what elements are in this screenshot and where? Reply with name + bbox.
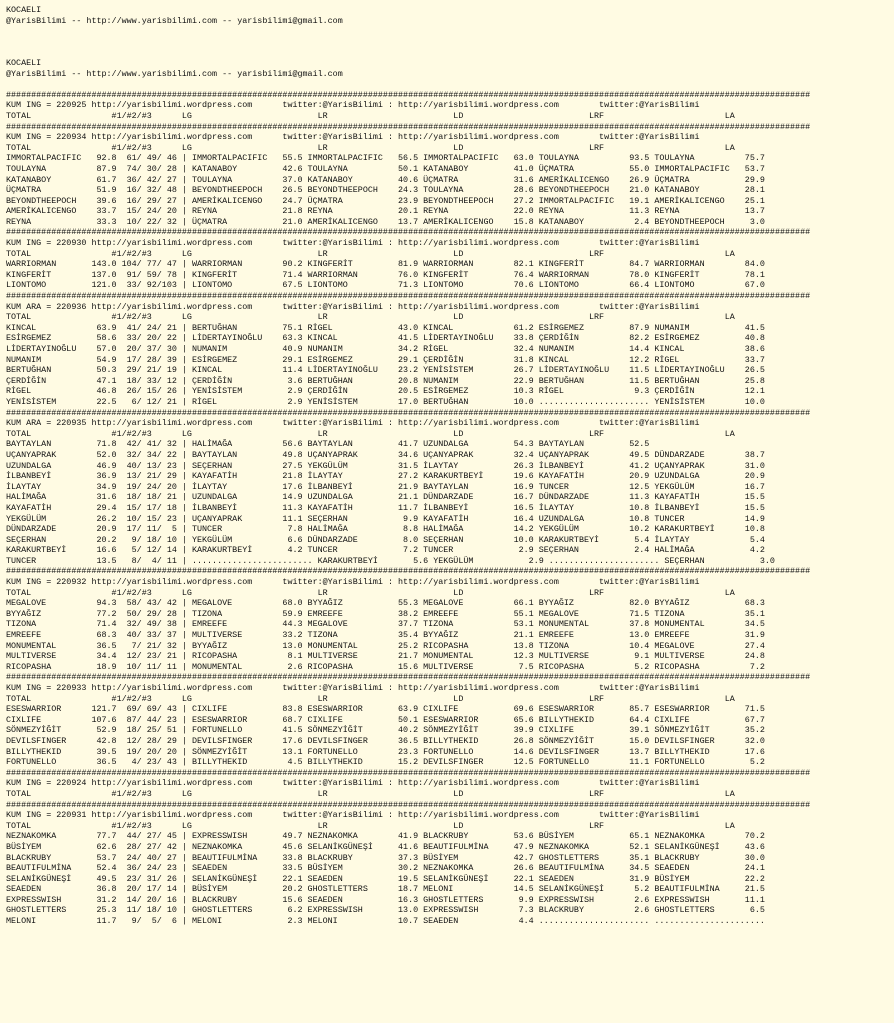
table-row: FORTUNELLO 36.5 4/ 23/ 43 | BILLYTHEKID 4.5 BILLYTHEKID 15.2 DEVILSFINGER 12.5 FORTUNELLO 11.1 FORTUNELLO 5.2 — [6, 757, 765, 768]
table-row: SEAEDEN 36.8 20/ 17/ 14 | BÜSİYEM 20.2 GHOSTLETTERS 18.7 MELONI 14.5 SELANİKGÜNEŞİ 5.2 BEAUTIFULMİNA 21.5 — [6, 884, 765, 895]
table-row: SELANİKGÜNEŞİ 49.5 23/ 31/ 26 | SELANİKGÜNEŞİ 22.1 SEAEDEN 19.5 SELANİKGÜNEŞİ 22.1 SEAEDEN 31.9 BÜSİYEM 22.2 — [6, 873, 765, 884]
column-header-line: TOTAL #1/#2/#3 LG LR LD LRF LA — [6, 110, 735, 121]
table-row: BÜSİYEM 62.6 28/ 27/ 42 | NEZNAKOMKA 45.6 SELANİKGÜNEŞİ 41.6 BEAUTIFULMİNA 47.9 NEZNAKOMKA 52.1 SELANİKGÜNEŞİ 43.6 — [6, 841, 765, 852]
column-header-line: TOTAL #1/#2/#3 LG LR LD LRF LA — [6, 587, 735, 598]
table-row: YENİSİSTEM 22.5 6/ 12/ 21 | RİGEL 2.9 YENİSİSTEM 17.0 BERTUĞHAN 10.0 ...................... YENİSİSTEM 10.0 — [6, 396, 765, 407]
race-header-line: KUM ING = 220924 http://yarisbilimi.wordpress.com twitter:@YarisBilimi : http://yarisbilimi.wordpress.com twitter:@YarisBilimi — [6, 778, 700, 789]
table-row: MULTIVERSE 34.4 12/ 23/ 21 | RICOPASHA 8.1 MULTIVERSE 21.7 MONUMENTAL 12.3 MULTIVERSE 9.1 MULTIVERSE 24.8 — [6, 651, 765, 662]
separator-line: ################################################################################################################################################################ — [6, 121, 811, 132]
table-row: BILLYTHEKID 39.5 19/ 20/ 20 | SÖNMEZYİĞİT 13.1 FORTUNELLO 23.3 FORTUNELLO 14.6 DEVILSFINGER 13.7 BILLYTHEKID 17.6 — [6, 746, 765, 757]
table-row: BLACKRUBY 53.7 24/ 40/ 27 | BEAUTIFULMİNA 33.8 BLACKRUBY 37.3 BÜSİYEM 42.7 GHOSTLETTERS 35.1 BLACKRUBY 30.0 — [6, 852, 765, 863]
table-row: SÖNMEZYİĞİT 52.9 18/ 25/ 51 | FORTUNELLO 41.5 SÖNMEZYİĞİT 40.2 SÖNMEZYİĞİT 39.9 CIXLIFE 39.1 SÖNMEZYİĞİT 35.2 — [6, 725, 765, 736]
column-header-line: TOTAL #1/#2/#3 LG LR LD LRF LA — [6, 788, 735, 799]
blank-line — [6, 26, 894, 37]
table-row: SEÇERHAN 20.2 9/ 18/ 10 | YEKGÜLÜM 6.6 DÜNDARZADE 8.0 SEÇERHAN 10.0 KARAKURTBEYİ 5.4 İLAYTAY 5.4 — [6, 534, 765, 545]
table-row: RİGEL 46.8 26/ 15/ 26 | YENİSİSTEM 2.9 ÇERDİĞİN 20.5 ESİRGEMEZ 10.3 RİGEL 9.3 ÇERDİĞİN 12.1 — [6, 386, 765, 397]
city-title: KOCAELI — [6, 57, 42, 68]
separator-line: ################################################################################################################################################################ — [6, 767, 811, 778]
table-row: KAYAFATİH 29.4 15/ 17/ 18 | İLBANBEYİ 11.3 KAYAFATİH 11.7 İLBANBEYİ 16.5 İLAYTAY 10.8 İLBANBEYİ 15.5 — [6, 502, 765, 513]
table-row: DÜNDARZADE 20.9 17/ 11/ 5 | TUNCER 7.8 HALİMAĞA 8.8 HALİMAĞA 14.2 YEKGÜLÜM 10.2 KARAKURTBEYİ 10.8 — [6, 524, 765, 535]
table-row: KINGFERİT 137.0 91/ 59/ 78 | KINGFERİT 71.4 WARRIORMAN 76.0 KINGFERİT 76.4 WARRIORMAN 78.0 KINGFERİT 78.1 — [6, 269, 765, 280]
table-row: CIXLIFE 107.6 87/ 44/ 23 | ESESWARRIOR 68.7 CIXLIFE 50.1 ESESWARRIOR 65.6 BILLYTHEKID 64.4 CIXLIFE 67.7 — [6, 714, 765, 725]
separator-line: ################################################################################################################################################################ — [6, 227, 811, 238]
separator-line: ################################################################################################################################################################ — [6, 89, 811, 100]
table-row: NUMANIM 54.9 17/ 28/ 39 | ESİRGEMEZ 29.1 ESİRGEMEZ 29.1 ÇERDİĞİN 31.8 KINCAL 12.2 RİGEL 33.7 — [6, 354, 765, 365]
table-row: BYYAĞIZ 77.2 50/ 29/ 28 | TIZONA 59.9 EMREEFE 38.2 EMREEFE 55.1 MEGALOVE 71.5 TIZONA 35.1 — [6, 608, 765, 619]
column-header-line: TOTAL #1/#2/#3 LG LR LD LRF LA — [6, 693, 735, 704]
table-row: BEAUTIFULMİNA 52.4 36/ 24/ 23 | SEAEDEN 33.5 BÜSİYEM 30.2 NEZNAKOMKA 26.6 BEAUTIFULMİNA 34.5 SEAEDEN 24.1 — [6, 863, 765, 874]
table-row: EXPRESSWISH 31.2 14/ 20/ 16 | BLACKRUBY 15.6 SEAEDEN 16.3 GHOSTLETTERS 9.9 EXPRESSWISH 2.6 EXPRESSWISH 11.1 — [6, 894, 765, 905]
table-row: TIZONA 71.4 32/ 49/ 38 | EMREEFE 44.3 MEGALOVE 37.7 TIZONA 53.1 MONUMENTAL 37.8 MONUMENTAL 34.5 — [6, 619, 765, 630]
table-row: BAYTAYLAN 71.8 42/ 41/ 32 | HALİMAĞA 56.6 BAYTAYLAN 41.7 UZUNDALGA 54.3 BAYTAYLAN 52.5 — [6, 439, 650, 450]
race-header-line: KUM ING = 220930 http://yarisbilimi.wordpress.com twitter:@YarisBilimi : http://yarisbilimi.wordpress.com twitter:@YarisBilimi — [6, 238, 700, 249]
table-row: ESESWARRIOR 121.7 69/ 69/ 43 | CIXLIFE 83.8 ESESWARRIOR 63.9 CIXLIFE 69.6 ESESWARRIOR 85.7 ESESWARRIOR 71.5 — [6, 704, 765, 715]
table-row: HALİMAĞA 31.6 18/ 18/ 21 | UZUNDALGA 14.9 UZUNDALGA 21.1 DÜNDARZADE 16.7 DÜNDARZADE 11.3 KAYAFATİH 15.5 — [6, 492, 765, 503]
race-header-line: KUM ING = 220932 http://yarisbilimi.wordpress.com twitter:@YarisBilimi : http://yarisbilimi.wordpress.com twitter:@YarisBilimi — [6, 577, 700, 588]
race-header-line: KUM ING = 220934 http://yarisbilimi.wordpress.com twitter:@YarisBilimi : http://yarisbilimi.wordpress.com twitter:@YarisBilimi — [6, 132, 700, 143]
city-title: KOCAELI — [6, 5, 42, 15]
table-row: TOULAYNA 87.9 74/ 30/ 28 | KATANABOY 42.6 TOULAYNA 50.1 KATANABOY 41.0 ÜÇMATRA 55.0 IMMORTALPACIFIC 53.7 — [6, 163, 765, 174]
table-row: TUNCER 13.5 8/ 4/ 11 | ........................ KARAKURTBEYİ 5.6 YEKGÜLÜM 2.9 ...................... SEÇERHAN 3.0 — [6, 555, 775, 566]
separator-line: ################################################################################################################################################################ — [6, 672, 811, 683]
race-header-line: KUM ARA = 220936 http://yarisbilimi.wordpress.com twitter:@YarisBilimi : http://yarisbilimi.wordpress.com twitter:@YarisBilimi — [6, 301, 700, 312]
separator-line: ################################################################################################################################################################ — [6, 407, 811, 418]
separator-line: ################################################################################################################################################################ — [6, 799, 811, 810]
table-row: İLBANBEYİ 36.9 13/ 21/ 29 | KAYAFATİH 21.8 İLAYTAY 27.2 KARAKURTBEYİ 19.6 KAYAFATİH 20.9 UZUNDALGA 20.9 — [6, 471, 765, 482]
table-row: ÇERDİĞİN 47.1 18/ 33/ 12 | ÇERDİĞİN 3.6 BERTUĞHAN 20.8 NUMANIM 22.9 BERTUĞHAN 11.5 BERTUĞHAN 25.8 — [6, 375, 765, 386]
table-row: AMERİKALICENGO 33.7 15/ 24/ 20 | REYNA 21.8 REYNA 20.1 REYNA 22.0 REYNA 11.3 REYNA 13.7 — [6, 206, 765, 217]
race-header-line: KUM ING = 220925 http://yarisbilimi.wordpress.com twitter:@YarisBilimi : http://yarisbilimi.wordpress.com twitter:@YarisBilimi — [6, 100, 700, 111]
table-row: ESİRGEMEZ 58.6 33/ 20/ 22 | LİDERTAYINOĞLU 63.3 KINCAL 41.5 LİDERTAYINOĞLU 33.8 ÇERDİĞİN 82.2 ESİRGEMEZ 40.8 — [6, 333, 765, 344]
column-header-line: TOTAL #1/#2/#3 LG LR LD LRF LA — [6, 820, 735, 831]
blank-line — [6, 47, 894, 58]
contact-line: @YarisBilimi -- http://www.yarisbilimi.com -- yarisbilimi@gmail.com — [6, 68, 343, 79]
column-header-line: TOTAL #1/#2/#3 LG LR LD LRF LA — [6, 248, 735, 259]
table-row: KINCAL 63.9 41/ 24/ 21 | BERTUĞHAN 75.1 RİGEL 43.0 KINCAL 61.2 ESİRGEMEZ 87.9 NUMANIM 41.5 — [6, 322, 765, 333]
table-row: KARAKURTBEYİ 16.6 5/ 12/ 14 | KARAKURTBEYİ 4.2 TUNCER 7.2 TUNCER 2.9 SEÇERHAN 2.4 HALİMAĞA 4.2 — [6, 545, 765, 556]
table-row: REYNA 33.3 10/ 22/ 32 | ÜÇMATRA 21.0 AMERİKALICENGO 13.7 AMERİKALICENGO 15.8 KATANABOY 2.4 BEYONDTHEEPOCH 3.0 — [6, 216, 765, 227]
blank-line — [6, 37, 894, 48]
table-row: BEYONDTHEEPOCH 39.6 16/ 29/ 27 | AMERİKALICENGO 24.7 ÜÇMATRA 23.9 BEYONDTHEEPOCH 27.2 IMMORTALPACIFIC 19.1 AMERİKALICENGO 25.1 — [6, 195, 765, 206]
table-row: ÜÇMATRA 51.9 16/ 32/ 48 | BEYONDTHEEPOCH 26.5 BEYONDTHEEPOCH 24.3 TOULAYNA 28.6 BEYONDTHEEPOCH 21.0 KATANABOY 28.1 — [6, 185, 765, 196]
table-row: IMMORTALPACIFIC 92.8 61/ 49/ 46 | IMMORTALPACIFIC 55.5 IMMORTALPACIFIC 56.5 IMMORTALPACIFIC 63.0 TOULAYNA 93.5 TOULAYNA 75.7 — [6, 153, 765, 164]
table-row: UZUNDALGA 46.9 40/ 13/ 23 | SEÇERHAN 27.5 YEKGÜLÜM 31.5 İLAYTAY 26.3 İLBANBEYİ 41.2 UÇANYAPRAK 31.0 — [6, 460, 765, 471]
table-row: İLAYTAY 34.9 19/ 24/ 20 | İLAYTAY 17.6 İLBANBEYİ 21.9 BAYTAYLAN 16.9 TUNCER 12.5 YEKGÜLÜM 16.7 — [6, 481, 765, 492]
contact-line: @YarisBilimi -- http://www.yarisbilimi.com -- yarisbilimi@gmail.com — [6, 15, 343, 26]
table-row: GHOSTLETTERS 25.3 11/ 18/ 10 | GHOSTLETTERS 6.2 EXPRESSWISH 13.0 EXPRESSWISH 7.3 BLACKRUBY 2.6 GHOSTLETTERS 6.5 — [6, 905, 765, 916]
table-row: MEGALOVE 94.3 58/ 43/ 42 | MEGALOVE 68.0 BYYAĞIZ 55.3 MEGALOVE 66.1 BYYAĞIZ 82.0 BYYAĞIZ 68.3 — [6, 598, 765, 609]
column-header-line: TOTAL #1/#2/#3 LG LR LD LRF LA — [6, 312, 735, 323]
column-header-line: TOTAL #1/#2/#3 LG LR LD LRF LA — [6, 428, 735, 439]
separator-line: ################################################################################################################################################################ — [6, 566, 811, 577]
table-row: EMREEFE 68.3 40/ 33/ 37 | MULTIVERSE 33.2 TIZONA 35.4 BYYAĞIZ 21.1 EMREEFE 13.0 EMREEFE 31.9 — [6, 630, 765, 641]
table-row: MELONI 11.7 9/ 5/ 6 | MELONI 2.3 MELONI 10.7 SEAEDEN 4.4 ...................... ...................... — [6, 916, 765, 927]
race-header-line: KUM ING = 220933 http://yarisbilimi.wordpress.com twitter:@YarisBilimi : http://yarisbilimi.wordpress.com twitter:@YarisBilimi — [6, 683, 700, 693]
table-row: LİDERTAYINOĞLU 57.0 20/ 37/ 30 | NUMANIM 40.9 NUMANIM 34.2 RİGEL 32.4 NUMANIM 14.4 KINCAL 38.6 — [6, 344, 765, 354]
table-row: YEKGÜLÜM 26.2 10/ 15/ 23 | UÇANYAPRAK 11.1 SEÇERHAN 9.9 KAYAFATİH 16.4 UZUNDALGA 10.8 TUNCER 14.9 — [6, 513, 765, 524]
table-row: RICOPASHA 18.9 10/ 11/ 11 | MONUMENTAL 2.6 RICOPASHA 15.6 MULTIVERSE 7.5 RICOPASHA 5.2 RICOPASHA 7.2 — [6, 661, 765, 672]
race-header-line: KUM ARA = 220935 http://yarisbilimi.wordpress.com twitter:@YarisBilimi : http://yarisbilimi.wordpress.com twitter:@YarisBilimi — [6, 418, 700, 429]
table-row: UÇANYAPRAK 52.0 32/ 34/ 22 | BAYTAYLAN 49.8 UÇANYAPRAK 34.6 UÇANYAPRAK 32.4 UÇANYAPRAK 49.5 DÜNDARZADE 38.7 — [6, 449, 765, 460]
table-row: BERTUĞHAN 50.3 29/ 21/ 19 | KINCAL 11.4 LİDERTAYINOĞLU 23.2 YENİSİSTEM 26.7 LİDERTAYINOĞLU 11.5 LİDERTAYINOĞLU 26.5 — [6, 365, 765, 376]
table-row: KATANABOY 61.7 36/ 42/ 27 | TOULAYNA 37.0 KATANABOY 40.6 ÜÇMATRA 31.6 AMERİKALICENGO 26.9 ÜÇMATRA 29.9 — [6, 174, 765, 185]
race-header-line: KUM ING = 220931 http://yarisbilimi.wordpress.com twitter:@YarisBilimi : http://yarisbilimi.wordpress.com twitter:@YarisBilimi — [6, 810, 700, 821]
table-row: LIONTOMO 121.0 33/ 92/103 | LIONTOMO 67.5 LIONTOMO 71.3 LIONTOMO 70.6 LIONTOMO 66.4 LIONTOMO 67.0 — [6, 280, 765, 291]
column-header-line: TOTAL #1/#2/#3 LG LR LD LRF LA — [6, 142, 735, 153]
table-row: NEZNAKOMKA 77.7 44/ 27/ 45 | EXPRESSWISH 49.7 NEZNAKOMKA 41.9 BLACKRUBY 53.6 BÜSİYEM 65.1 NEZNAKOMKA 70.2 — [6, 831, 765, 842]
separator-line: ################################################################################################################################################################ — [6, 291, 811, 302]
table-row: DEVILSFINGER 42.8 12/ 28/ 29 | DEVILSFINGER 17.6 DEVILSFINGER 36.5 BILLYTHEKID 26.8 SÖNMEZYİĞİT 15.0 DEVILSFINGER 32.0 — [6, 735, 765, 746]
blank-line — [6, 79, 894, 90]
table-row: WARRIORMAN 143.0 104/ 77/ 47 | WARRIORMAN 90.2 KINGFERİT 81.9 WARRIORMAN 82.1 KINGFERİT 84.7 WARRIORMAN 84.0 — [6, 259, 765, 270]
table-row: MONUMENTAL 36.5 7/ 21/ 32 | BYYAĞIZ 13.0 MONUMENTAL 25.2 RICOPASHA 13.8 TIZONA 10.4 MEGALOVE 27.4 — [6, 640, 765, 651]
